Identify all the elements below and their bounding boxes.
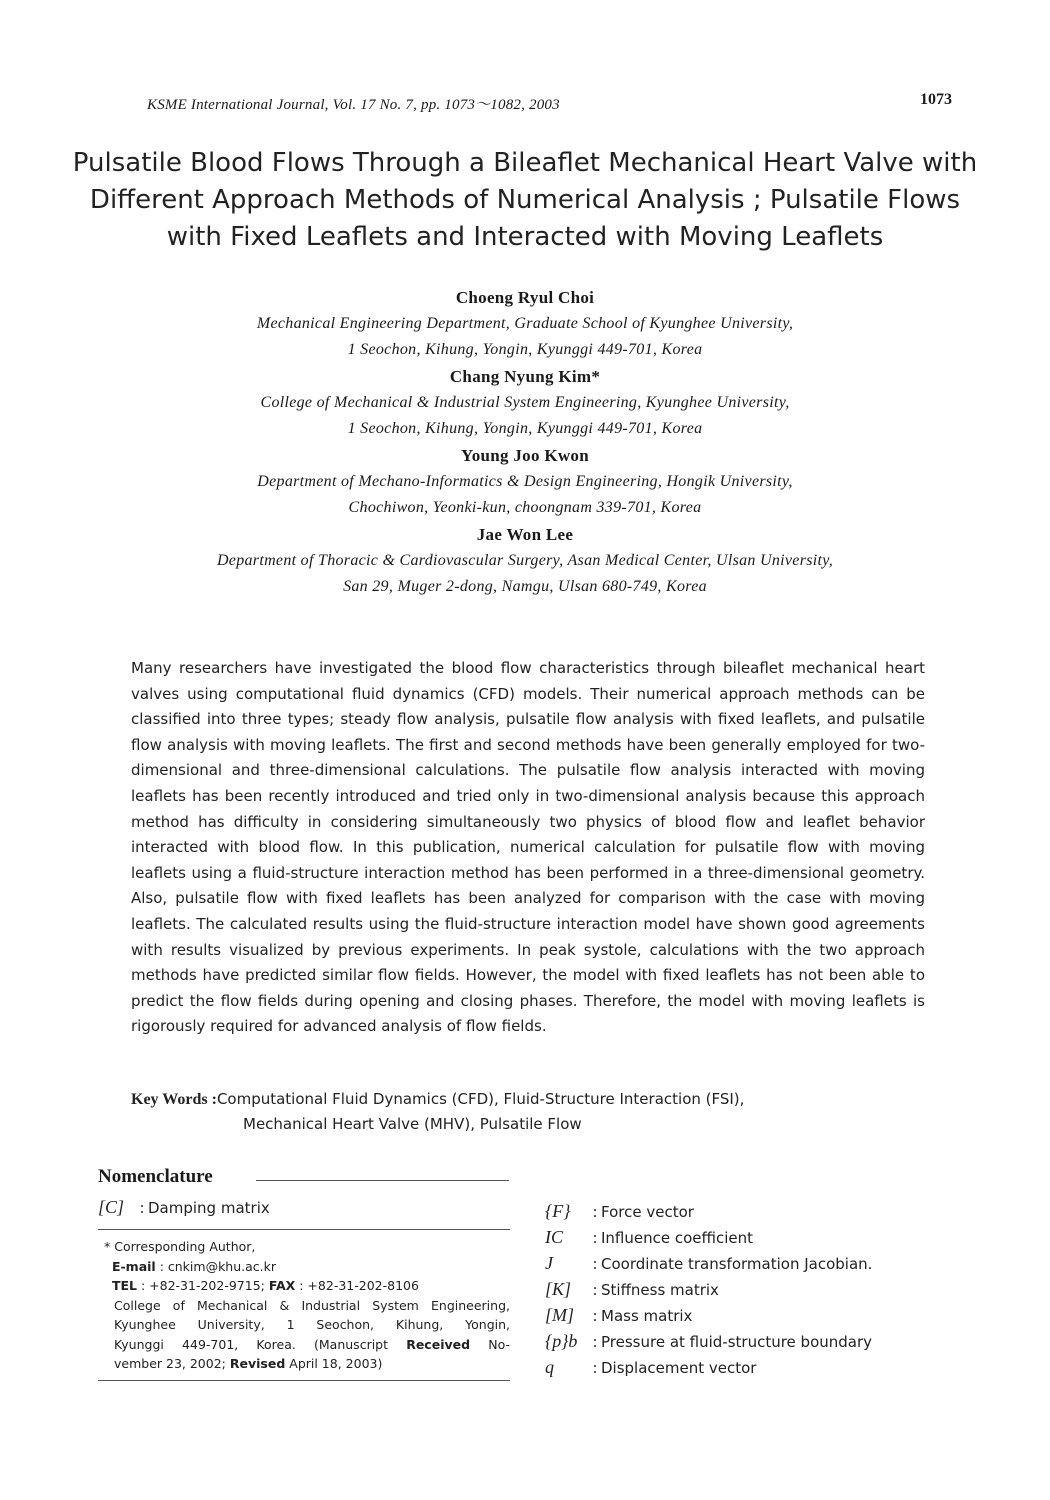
nomenclature-symbol: {F}	[545, 1201, 571, 1221]
nomenclature-entry	[545, 1201, 872, 1227]
nomenclature-left-column	[98, 1197, 270, 1218]
page-number: 1073	[920, 91, 952, 108]
nomenclature-rule	[256, 1180, 509, 1181]
tel-label: TEL	[111, 1278, 137, 1293]
author	[100, 363, 950, 442]
email-address: : cnkim@khu.ac.kr	[159, 1258, 277, 1274]
keywords-line	[131, 1087, 931, 1112]
footnote-text: No-	[488, 1336, 510, 1352]
footnote-end-rule	[98, 1380, 510, 1381]
footnote-line	[104, 1257, 510, 1277]
author-name: Jae Won Lee	[476, 525, 574, 544]
nomenclature-symbol: [M]	[545, 1305, 575, 1325]
nomenclature-entry	[545, 1227, 872, 1253]
separator: :	[592, 1203, 598, 1221]
nomenclature-entry	[545, 1331, 872, 1357]
abstract: Many researchers have investigated the blood flow characteristics through bileaflet mechanical heart valves using computational fluid dynamics (CFD) models. Their numerical approach methods can be classified into three types; steady flow analysis, pulsatile flow analysis with fixed leaflets, and pulsatile flow analysis with moving leaflets. The first and second methods have been generally employed for two-dimensional and three-dimensional calculations. The pulsatile flow analysis interacted with moving leaflets has been recently introduced and tried only in two-dimensional analysis because this approach method has difficulty in considering simultaneously two physics of blood flow and leaflet behavior interacted with blood flow. In this publication, numerical calculation for pulsatile flow with moving leaflets using a fluid-structure interaction method has been performed in a three-dimensional geometry. Also, pulsatile flow with fixed leaflets has been analyzed for comparison with the case with moving leaflets. The calculated results using the fluid-structure interaction model have shown good agreements with results visualized by previous experiments. In peak systole, calculations with the two approach methods have predicted similar flow fields. However, the model with fixed leaflets has not been able to predict the flow fields during opening and closing phases. Therefore, the model with moving leaflets is rigorously required for advanced analysis of flow fields.	[131, 659, 925, 1036]
footnote-line: * Corresponding Author,	[104, 1239, 256, 1254]
journal-citation: KSME International Journal, Vol. 17 No. 7, pp. 1073～1082, 2003	[147, 97, 560, 113]
nomenclature-entry	[98, 1197, 270, 1218]
footnote-line	[104, 1335, 510, 1355]
footnote-text: Kyunggi 449-701, Korea. (Manuscript	[114, 1336, 389, 1352]
nomenclature-symbol: q	[545, 1357, 554, 1377]
author-affiliation: Mechanical Engineering Department, Graduate School of Kyunghee University,	[256, 315, 794, 332]
author-address: 1 Seochon, Kihung, Yongin, Kyunggi 449-701, Korea	[347, 420, 703, 437]
nomenclature-symbol: {p}b	[545, 1331, 578, 1351]
separator: :	[592, 1255, 598, 1273]
corresponding-author-footnote	[104, 1237, 510, 1374]
author-address: Chochiwon, Yeonki-kun, choongnam 339-701, Korea	[348, 499, 702, 516]
fax-number: : +82-31-202-8106	[299, 1278, 419, 1293]
nomenclature-entry	[545, 1279, 872, 1305]
nomenclature-entry	[545, 1305, 872, 1331]
nomenclature-description: Damping matrix	[148, 1199, 270, 1217]
paper-title: Pulsatile Blood Flows Through a Bileaflet Mechanical Heart Valve with Different Approach Methods of Numerical Analysis ; Pulsatile Flows with Fixed Leaflets and Interacted with Moving Leaflets	[72, 148, 978, 252]
nomenclature-symbol: IC	[545, 1227, 563, 1247]
separator: :	[139, 1199, 145, 1217]
received-label: Received	[406, 1336, 471, 1352]
email-label: E-mail	[111, 1258, 156, 1274]
footnote-line: College of Mechanical & Industrial System Engineering,	[114, 1297, 510, 1313]
author	[100, 442, 950, 521]
separator: :	[592, 1333, 598, 1351]
author-name: Choeng Ryul Choi	[455, 288, 595, 307]
separator: :	[592, 1307, 598, 1325]
author-name: Chang Nyung Kim*	[449, 367, 601, 386]
author-affiliation: College of Mechanical & Industrial System Engineering, Kyunghee University,	[260, 394, 790, 411]
nomenclature-description: Influence coefficient	[601, 1229, 754, 1247]
nomenclature-description: Coordinate transformation Jacobian.	[601, 1255, 873, 1273]
footnote-line	[104, 1276, 510, 1296]
fax-label: FAX	[268, 1278, 296, 1293]
nomenclature-description: Stiffness matrix	[601, 1281, 719, 1299]
author-name: Young Joo Kwon	[461, 446, 589, 465]
keywords-text: Mechanical Heart Valve (MHV), Pulsatile Flow	[243, 1115, 582, 1133]
keywords	[131, 1087, 931, 1137]
footnote-text: April 18, 2003)	[289, 1356, 383, 1371]
footnote-rule	[98, 1229, 510, 1230]
nomenclature-description: Displacement vector	[601, 1359, 757, 1377]
author	[100, 284, 950, 363]
author-address: San 29, Muger 2-dong, Namgu, Ulsan 680-749, Korea	[343, 578, 707, 595]
separator: :	[592, 1281, 598, 1299]
author-affiliation: Department of Thoracic & Cardiovascular Surgery, Asan Medical Center, Ulsan University,	[216, 552, 834, 569]
nomenclature-heading: Nomenclature	[98, 1166, 213, 1187]
author-affiliation: Department of Mechano-Informatics & Design Engineering, Hongik University,	[257, 473, 793, 490]
author	[100, 521, 950, 600]
footnote-text: vember 23, 2002;	[114, 1356, 226, 1371]
separator: :	[592, 1229, 598, 1247]
footnote-line: Kyunghee University, 1 Seochon, Kihung, Yongin,	[114, 1317, 510, 1332]
footnote-line	[104, 1354, 510, 1374]
nomenclature-description: Mass matrix	[601, 1307, 693, 1325]
nomenclature-entry	[545, 1357, 872, 1383]
separator: :	[592, 1359, 598, 1377]
nomenclature-description: Force vector	[601, 1203, 694, 1221]
nomenclature-description: Pressure at fluid-structure boundary	[601, 1333, 873, 1351]
nomenclature-symbol: [K]	[545, 1279, 572, 1299]
tel-number: : +82-31-202-9715;	[140, 1278, 265, 1293]
author-address: 1 Seochon, Kihung, Yongin, Kyunggi 449-701, Korea	[347, 341, 703, 358]
nomenclature-symbol: [C]	[98, 1197, 125, 1217]
nomenclature-entry	[545, 1253, 872, 1279]
nomenclature-right-column	[545, 1201, 872, 1383]
revised-label: Revised	[229, 1356, 286, 1371]
keywords-label: Key Words :	[131, 1091, 217, 1108]
keywords-text: Computational Fluid Dynamics (CFD), Fluid-Structure Interaction (FSI),	[216, 1090, 745, 1108]
author-block	[100, 284, 950, 600]
nomenclature-symbol: J	[545, 1253, 553, 1273]
